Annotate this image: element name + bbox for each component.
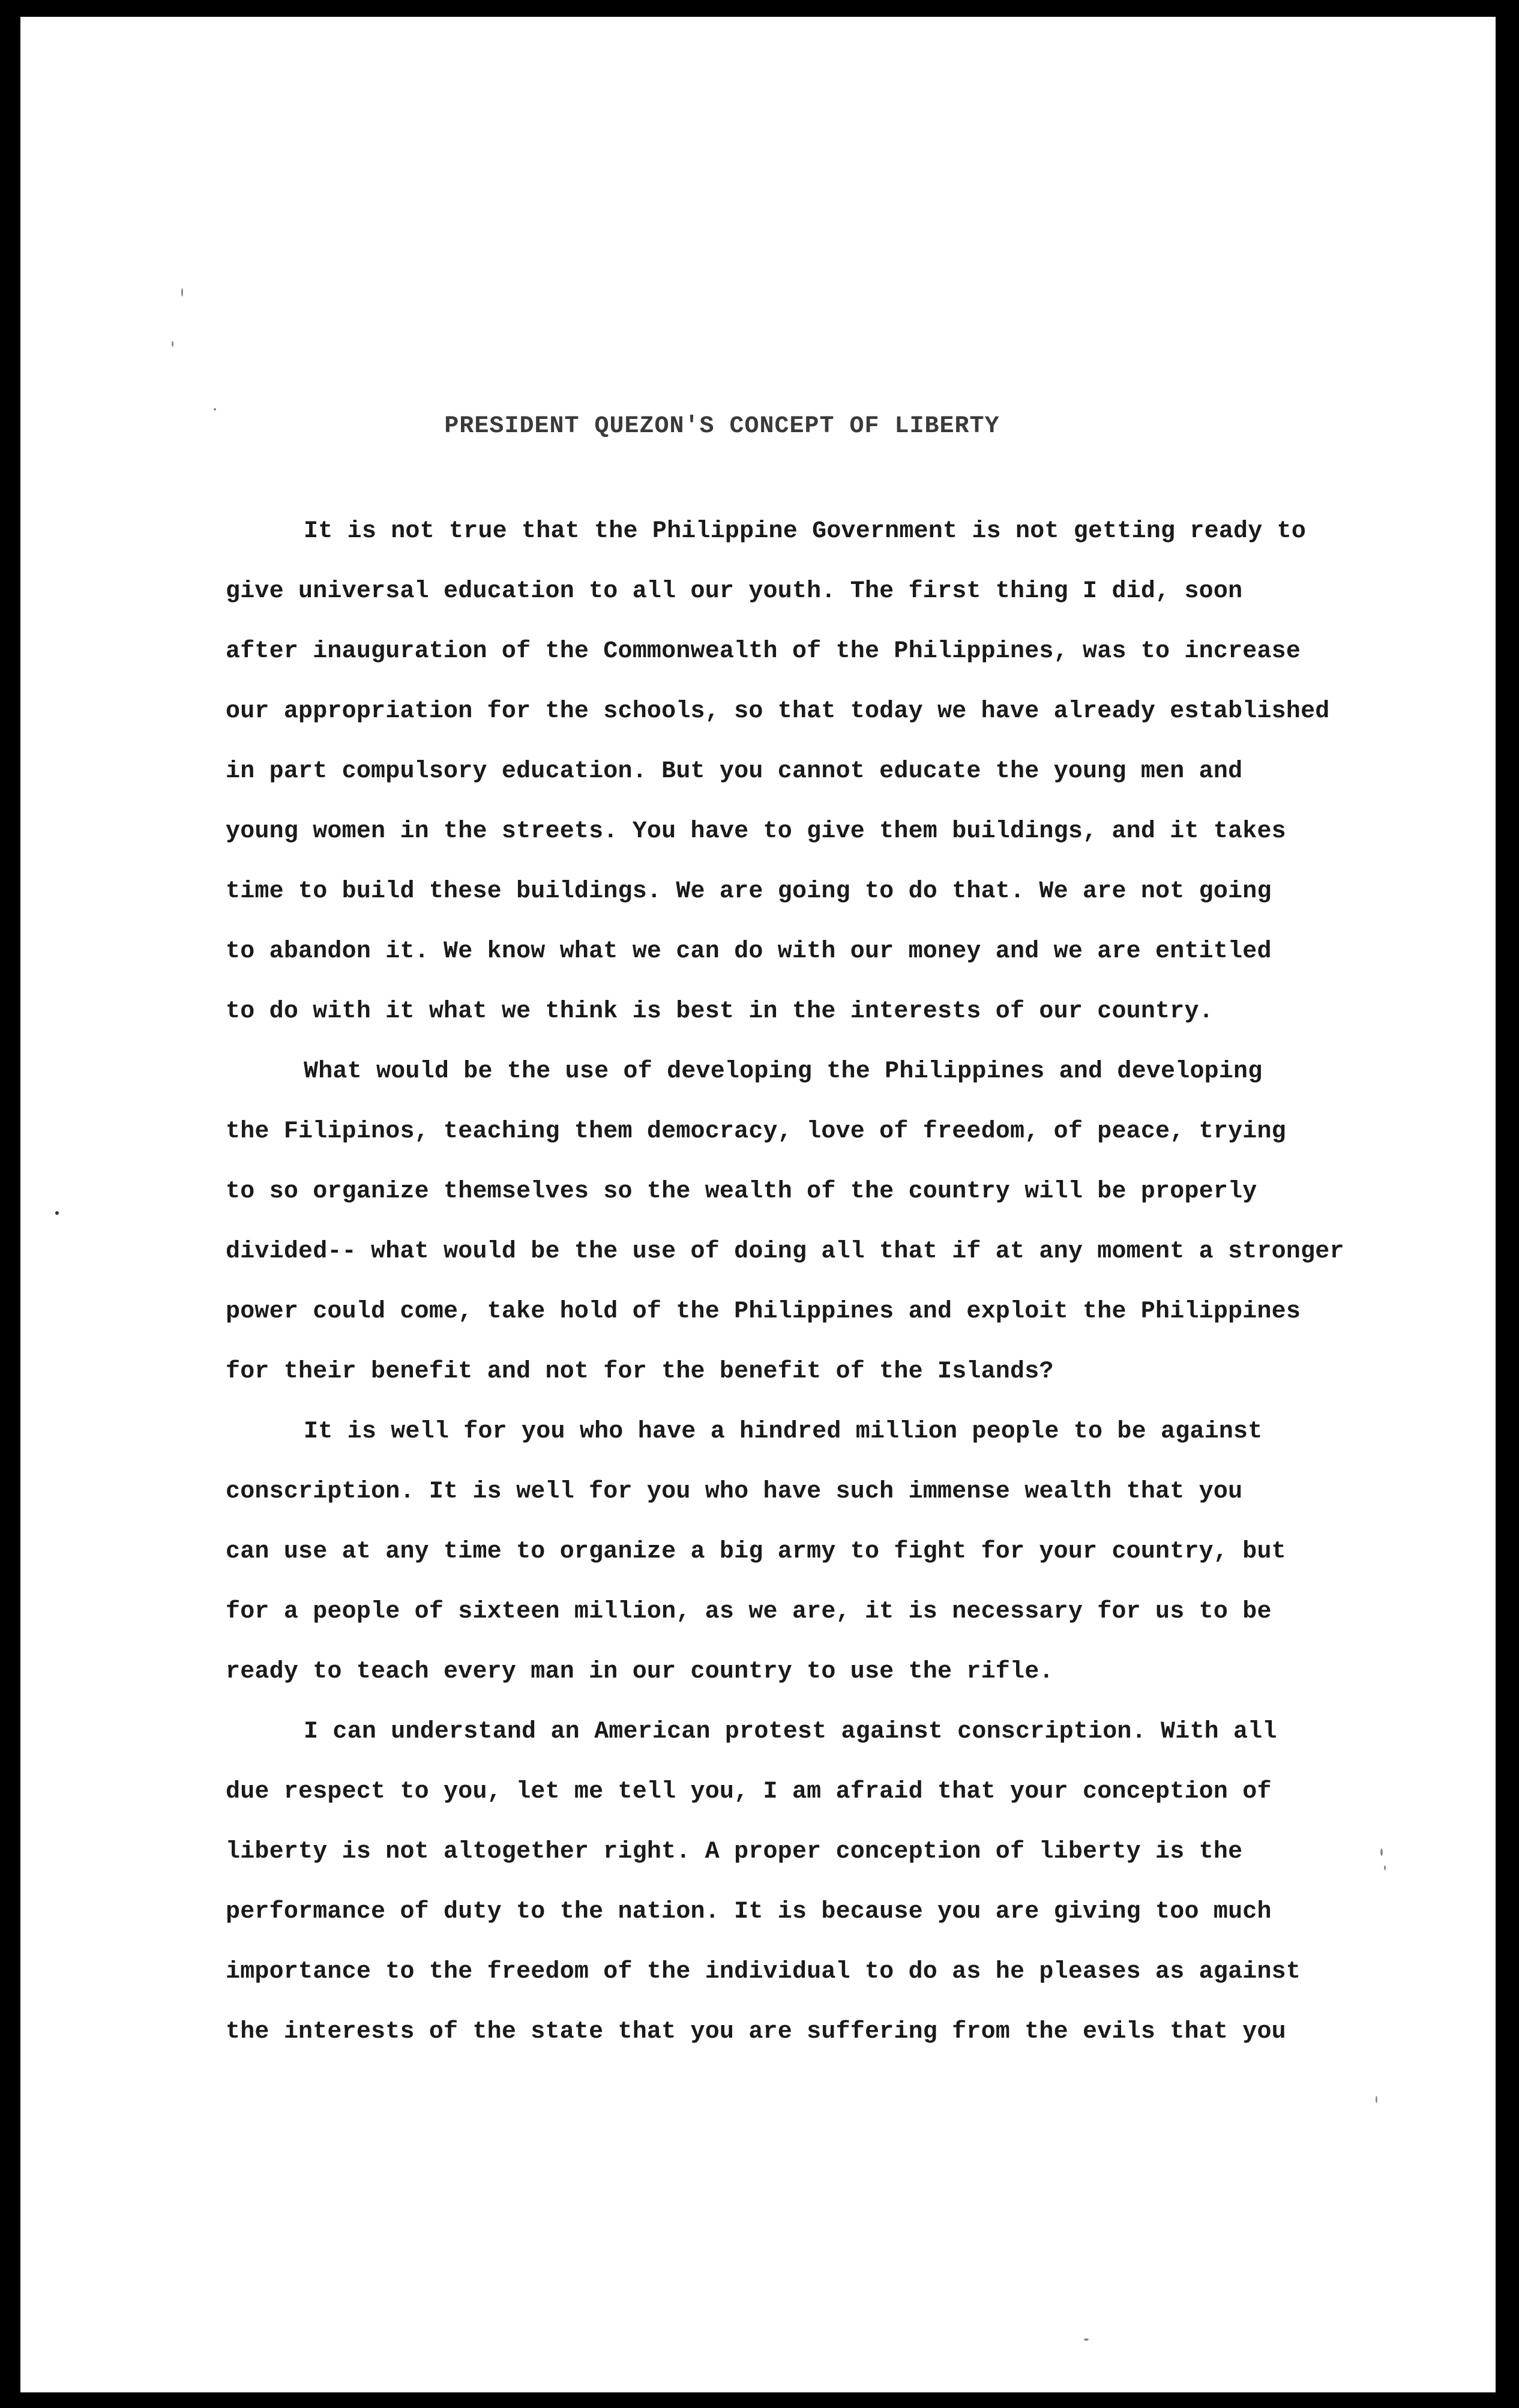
text-line: young women in the streets. You have to give them buildings, and it takes: [226, 818, 1286, 845]
text-line: divided-- what would be the use of doing all that if at any moment a stronger: [226, 1238, 1344, 1265]
scan-speck: [1376, 2096, 1377, 2103]
text-line: power could come, take hold of the Philippines and exploit the Philippines: [226, 1298, 1301, 1325]
document-title: PRESIDENT QUEZON'S CONCEPT OF LIBERTY: [444, 413, 1000, 440]
text-line: to do with it what we think is best in the interests of our country.: [226, 998, 1214, 1025]
text-line: the interests of the state that you are suffering from the evils that you: [226, 2018, 1286, 2045]
paragraph: [226, 502, 1456, 1042]
text-line: importance to the freedom of the individual to do as he pleases as against: [226, 1958, 1301, 1985]
text-line: liberty is not altogether right. A proper conception of liberty is the: [226, 1838, 1243, 1865]
text-line: performance of duty to the nation. It is because you are giving too much: [226, 1898, 1272, 1925]
document-body: [226, 502, 1456, 2062]
scan-speck: [181, 288, 183, 296]
scan-speck: [1384, 1865, 1386, 1870]
text-line: our appropriation for the schools, so that today we have already established: [226, 698, 1330, 725]
text-line: conscription. It is well for you who have such immense wealth that you: [226, 1478, 1243, 1505]
text-line: can use at any time to organize a big army to fight for your country, but: [226, 1538, 1286, 1565]
text-line: time to build these buildings. We are going to do that. We are not going: [226, 878, 1272, 905]
scan-speck: [1380, 1849, 1383, 1856]
text-line: ready to teach every man in our country to use the rifle.: [226, 1658, 1054, 1685]
text-line: after inauguration of the Commonwealth of the Philippines, was to increase: [226, 638, 1301, 665]
paragraph: [226, 1042, 1456, 1402]
scan-speck: [172, 341, 173, 347]
text-line: give universal education to all our youth. The first thing I did, soon: [226, 578, 1243, 605]
text-line: the Filipinos, teaching them democracy, love of freedom, of peace, trying: [226, 1118, 1286, 1145]
text-line: in part compulsory education. But you cannot educate the young men and: [226, 758, 1243, 785]
text-line: to so organize themselves so the wealth of the country will be properly: [226, 1178, 1257, 1205]
scan-speck: [55, 1211, 59, 1215]
paragraph: [226, 1402, 1456, 1702]
document-page: [20, 17, 1496, 2392]
text-line: It is well for you who have a hindred million people to be against: [304, 1418, 1263, 1445]
scan-speck: [1084, 2338, 1089, 2341]
text-line: I can understand an American protest against conscription. With all: [304, 1718, 1277, 1745]
text-line: for their benefit and not for the benefit of the Islands?: [226, 1358, 1054, 1385]
scan-speck: [214, 408, 216, 411]
text-line: It is not true that the Philippine Government is not getting ready to: [304, 518, 1307, 545]
text-line: What would be the use of developing the Philippines and developing: [304, 1058, 1263, 1085]
paragraph: [226, 1702, 1456, 2062]
text-line: due respect to you, let me tell you, I am afraid that your conception of: [226, 1778, 1272, 1805]
text-line: for a people of sixteen million, as we are, it is necessary for us to be: [226, 1598, 1272, 1625]
text-line: to abandon it. We know what we can do with our money and we are entitled: [226, 938, 1272, 965]
